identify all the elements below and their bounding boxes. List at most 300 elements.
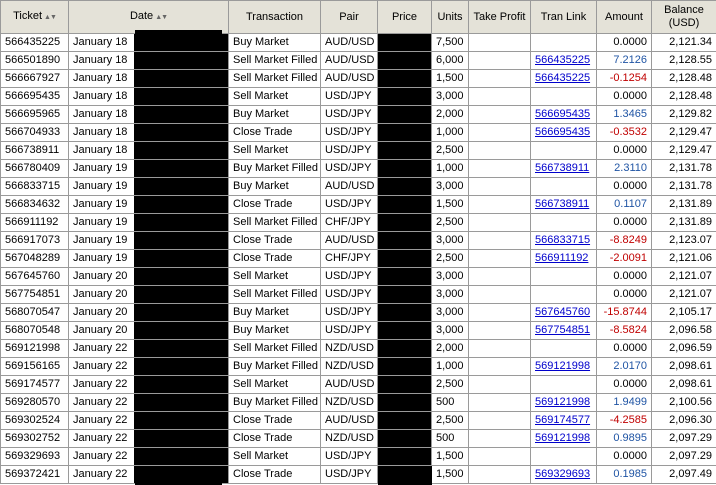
redaction-bar xyxy=(134,286,229,303)
units-cell: 2,500 xyxy=(432,376,469,394)
table-row[interactable] xyxy=(1,322,716,340)
units-cell: 1,500 xyxy=(432,466,469,484)
table-row[interactable] xyxy=(1,34,716,52)
pair-cell: USD/JPY xyxy=(321,88,378,106)
balance-cell: 2,121.06 xyxy=(652,250,716,268)
ticket-cell: 566738911 xyxy=(1,142,69,160)
take-profit-cell xyxy=(469,196,531,214)
date-cell xyxy=(69,376,229,394)
units-cell: 2,000 xyxy=(432,106,469,124)
redaction-bar xyxy=(134,250,229,267)
column-header-label: Amount xyxy=(605,10,643,23)
amount-cell: -15.8744 xyxy=(597,304,652,322)
take-profit-cell xyxy=(469,376,531,394)
date-text: January 18 xyxy=(73,36,128,48)
take-profit-cell xyxy=(469,430,531,448)
date-cell xyxy=(69,358,229,376)
price-cell-redacted xyxy=(378,250,432,268)
tran-link[interactable]: 566695435 xyxy=(535,126,591,138)
take-profit-cell xyxy=(469,70,531,88)
tran-link[interactable]: 566911192 xyxy=(535,252,589,264)
price-cell-redacted xyxy=(378,232,432,250)
pair-cell: AUD/USD xyxy=(321,412,378,430)
date-cell xyxy=(69,430,229,448)
date-cell xyxy=(69,394,229,412)
amount-cell: 0.0000 xyxy=(597,178,652,196)
tran-link-cell xyxy=(531,34,597,52)
price-cell-redacted xyxy=(378,196,432,214)
price-cell-redacted xyxy=(378,430,432,448)
ticket-cell: 566834632 xyxy=(1,196,69,214)
transaction-cell: Sell Market Filled xyxy=(229,286,321,304)
balance-cell: 2,123.07 xyxy=(652,232,716,250)
table-row[interactable] xyxy=(1,376,716,394)
balance-cell: 2,128.48 xyxy=(652,70,716,88)
redaction-bar xyxy=(134,70,229,87)
balance-cell: 2,098.61 xyxy=(652,376,716,394)
ticket-cell: 569302524 xyxy=(1,412,69,430)
tran-link-cell xyxy=(531,250,597,268)
redaction-bar xyxy=(134,304,229,321)
take-profit-cell xyxy=(469,268,531,286)
table-row[interactable] xyxy=(1,178,716,196)
amount-cell: -0.3532 xyxy=(597,124,652,142)
transaction-cell: Buy Market Filled xyxy=(229,358,321,376)
date-cell xyxy=(69,52,229,70)
date-text: January 19 xyxy=(73,252,128,264)
transaction-cell: Close Trade xyxy=(229,124,321,142)
take-profit-cell xyxy=(469,340,531,358)
units-cell: 1,000 xyxy=(432,160,469,178)
price-cell-redacted xyxy=(378,106,432,124)
table-row[interactable] xyxy=(1,214,716,232)
ticket-cell: 567048289 xyxy=(1,250,69,268)
date-cell xyxy=(69,250,229,268)
date-cell xyxy=(69,70,229,88)
price-cell-redacted xyxy=(378,88,432,106)
tran-link[interactable]: 569174577 xyxy=(535,414,591,426)
transaction-cell: Sell Market Filled xyxy=(229,52,321,70)
table-row[interactable] xyxy=(1,52,716,70)
amount-cell: 0.0000 xyxy=(597,340,652,358)
transaction-cell: Buy Market xyxy=(229,322,321,340)
column-header-balance[interactable] xyxy=(652,1,716,34)
amount-cell: -8.5824 xyxy=(597,322,652,340)
balance-cell: 2,131.78 xyxy=(652,160,716,178)
date-cell xyxy=(69,268,229,286)
column-header-label: Balance xyxy=(664,4,704,16)
pair-cell: AUD/USD xyxy=(321,232,378,250)
table-row[interactable] xyxy=(1,412,716,430)
take-profit-cell xyxy=(469,34,531,52)
transaction-cell: Sell Market xyxy=(229,448,321,466)
tran-link-cell xyxy=(531,448,597,466)
date-text: January 20 xyxy=(73,270,128,282)
units-cell: 3,000 xyxy=(432,88,469,106)
date-cell xyxy=(69,412,229,430)
price-cell-redacted xyxy=(378,412,432,430)
balance-cell: 2,097.29 xyxy=(652,430,716,448)
units-cell: 6,000 xyxy=(432,52,469,70)
balance-cell: 2,096.58 xyxy=(652,322,716,340)
price-cell-redacted xyxy=(378,340,432,358)
pair-cell: AUD/USD xyxy=(321,52,378,70)
amount-cell: 0.1107 xyxy=(597,196,652,214)
balance-cell: 2,096.30 xyxy=(652,412,716,430)
column-header-pair[interactable] xyxy=(321,1,378,34)
redaction-bar xyxy=(134,34,229,51)
column-header-label: Ticket xyxy=(13,10,43,22)
date-cell xyxy=(69,196,229,214)
table-row[interactable] xyxy=(1,394,716,412)
ticket-cell: 569174577 xyxy=(1,376,69,394)
amount-cell: 0.0000 xyxy=(597,142,652,160)
pair-cell: USD/JPY xyxy=(321,106,378,124)
price-cell-redacted xyxy=(378,376,432,394)
tran-link-cell xyxy=(531,196,597,214)
price-cell-redacted xyxy=(378,304,432,322)
units-cell: 3,000 xyxy=(432,232,469,250)
date-cell xyxy=(69,142,229,160)
date-text: January 19 xyxy=(73,234,128,246)
transaction-cell: Close Trade xyxy=(229,466,321,484)
table-row[interactable] xyxy=(1,160,716,178)
redaction-bar xyxy=(134,88,229,105)
units-cell: 3,000 xyxy=(432,322,469,340)
column-header-ticket[interactable] xyxy=(1,1,69,34)
take-profit-cell xyxy=(469,250,531,268)
ticket-cell: 569280570 xyxy=(1,394,69,412)
redaction-bar xyxy=(134,268,229,285)
tran-link[interactable]: 566435225 xyxy=(535,72,591,84)
take-profit-cell xyxy=(469,232,531,250)
table-row[interactable] xyxy=(1,106,716,124)
take-profit-cell xyxy=(469,142,531,160)
balance-cell: 2,131.89 xyxy=(652,196,716,214)
column-header-units[interactable] xyxy=(432,1,469,34)
pair-cell: NZD/USD xyxy=(321,358,378,376)
tran-link-cell xyxy=(531,430,597,448)
date-text: January 19 xyxy=(73,198,128,210)
tran-link[interactable]: 566833715 xyxy=(535,234,591,246)
take-profit-cell xyxy=(469,322,531,340)
date-text: January 19 xyxy=(73,162,128,174)
units-cell: 500 xyxy=(432,394,469,412)
date-cell xyxy=(69,160,229,178)
table-row[interactable] xyxy=(1,304,716,322)
units-cell: 3,000 xyxy=(432,178,469,196)
take-profit-cell xyxy=(469,466,531,484)
tran-link-cell xyxy=(531,232,597,250)
pair-cell: USD/JPY xyxy=(321,304,378,322)
balance-cell: 2,131.78 xyxy=(652,178,716,196)
date-text: January 18 xyxy=(73,72,128,84)
date-text: January 22 xyxy=(73,342,128,354)
column-header-date[interactable] xyxy=(69,1,229,34)
pair-cell: AUD/USD xyxy=(321,34,378,52)
price-cell-redacted xyxy=(378,70,432,88)
date-text: January 22 xyxy=(73,450,128,462)
redaction-bar xyxy=(134,142,229,159)
table-header-row xyxy=(1,1,716,34)
tran-link-cell xyxy=(531,340,597,358)
transaction-cell: Buy Market Filled xyxy=(229,394,321,412)
redaction-bar xyxy=(134,394,229,411)
balance-cell: 2,128.55 xyxy=(652,52,716,70)
date-text: January 18 xyxy=(73,90,128,102)
transaction-cell: Close Trade xyxy=(229,232,321,250)
pair-cell: AUD/USD xyxy=(321,70,378,88)
redaction-bar xyxy=(134,52,229,69)
balance-cell: 2,100.56 xyxy=(652,394,716,412)
balance-cell: 2,121.07 xyxy=(652,268,716,286)
price-cell-redacted xyxy=(378,124,432,142)
price-cell-redacted xyxy=(378,286,432,304)
tran-link-cell xyxy=(531,70,597,88)
balance-cell: 2,121.07 xyxy=(652,286,716,304)
table-row[interactable] xyxy=(1,124,716,142)
units-cell: 1,000 xyxy=(432,124,469,142)
take-profit-cell xyxy=(469,394,531,412)
date-cell xyxy=(69,322,229,340)
pair-cell: USD/JPY xyxy=(321,124,378,142)
ticket-cell: 566435225 xyxy=(1,34,69,52)
tran-link-cell xyxy=(531,124,597,142)
sort-arrows-icon[interactable]: ▲▼ xyxy=(155,14,168,21)
transaction-cell: Sell Market Filled xyxy=(229,340,321,358)
transaction-cell: Close Trade xyxy=(229,196,321,214)
table-row[interactable] xyxy=(1,70,716,88)
table-row[interactable] xyxy=(1,430,716,448)
tran-link[interactable]: 566695435 xyxy=(535,108,591,120)
table-row[interactable] xyxy=(1,232,716,250)
tran-link[interactable]: 567645760 xyxy=(535,306,591,318)
amount-cell: -4.2585 xyxy=(597,412,652,430)
ticket-cell: 569329693 xyxy=(1,448,69,466)
table-row[interactable] xyxy=(1,196,716,214)
transaction-cell: Sell Market xyxy=(229,376,321,394)
units-cell: 1,500 xyxy=(432,196,469,214)
ticket-cell: 568070547 xyxy=(1,304,69,322)
transaction-cell: Sell Market Filled xyxy=(229,214,321,232)
table-row[interactable] xyxy=(1,268,716,286)
date-cell xyxy=(69,340,229,358)
date-text: January 19 xyxy=(73,180,128,192)
redaction-bar xyxy=(134,358,229,375)
take-profit-cell xyxy=(469,178,531,196)
ticket-cell: 567645760 xyxy=(1,268,69,286)
transaction-cell: Buy Market Filled xyxy=(229,160,321,178)
amount-cell: 0.0000 xyxy=(597,286,652,304)
balance-cell: 2,121.34 xyxy=(652,34,716,52)
tran-link-cell xyxy=(531,106,597,124)
ticket-cell: 566833715 xyxy=(1,178,69,196)
column-header-amount[interactable] xyxy=(597,1,652,34)
take-profit-cell xyxy=(469,214,531,232)
redaction-bar xyxy=(134,322,229,339)
tran-link-cell xyxy=(531,466,597,484)
tran-link-cell xyxy=(531,142,597,160)
balance-cell: 2,129.47 xyxy=(652,142,716,160)
ticket-cell: 567754851 xyxy=(1,286,69,304)
units-cell: 2,500 xyxy=(432,214,469,232)
tran-link-cell xyxy=(531,358,597,376)
column-header-label: (USD) xyxy=(668,17,700,29)
ticket-cell: 566501890 xyxy=(1,52,69,70)
amount-cell: -0.1254 xyxy=(597,70,652,88)
units-cell: 2,500 xyxy=(432,250,469,268)
table-row[interactable] xyxy=(1,466,716,484)
pair-cell: CHF/JPY xyxy=(321,250,378,268)
redaction-bar xyxy=(135,466,222,485)
tran-link-cell xyxy=(531,394,597,412)
amount-cell: 0.0000 xyxy=(597,268,652,286)
ticket-cell: 566911192 xyxy=(1,214,69,232)
date-cell xyxy=(69,286,229,304)
column-header-price[interactable] xyxy=(378,1,432,34)
tran-link-cell xyxy=(531,88,597,106)
tran-link-cell xyxy=(531,304,597,322)
table-row[interactable] xyxy=(1,250,716,268)
table-row[interactable] xyxy=(1,142,716,160)
amount-cell: -8.8249 xyxy=(597,232,652,250)
ticket-cell: 569302752 xyxy=(1,430,69,448)
pair-cell: NZD/USD xyxy=(321,394,378,412)
take-profit-cell xyxy=(469,412,531,430)
date-text: January 18 xyxy=(73,144,128,156)
transaction-cell: Buy Market xyxy=(229,34,321,52)
balance-cell: 2,098.61 xyxy=(652,358,716,376)
tran-link[interactable]: 569121998 xyxy=(535,396,591,408)
take-profit-cell xyxy=(469,88,531,106)
units-cell: 1,500 xyxy=(432,448,469,466)
pair-cell: USD/JPY xyxy=(321,196,378,214)
tran-link-cell xyxy=(531,214,597,232)
units-cell: 2,000 xyxy=(432,340,469,358)
balance-cell: 2,096.59 xyxy=(652,340,716,358)
tran-link[interactable]: 566738911 xyxy=(535,198,590,210)
pair-cell: USD/JPY xyxy=(321,466,378,484)
pair-cell: USD/JPY xyxy=(321,448,378,466)
redaction-bar xyxy=(134,448,229,465)
units-cell: 3,000 xyxy=(432,304,469,322)
ticket-cell: 566695965 xyxy=(1,106,69,124)
units-cell: 500 xyxy=(432,430,469,448)
amount-cell: 0.0000 xyxy=(597,214,652,232)
tran-link[interactable]: 569121998 xyxy=(535,360,591,372)
sort-arrows-icon[interactable]: ▲▼ xyxy=(44,14,56,21)
table-row[interactable] xyxy=(1,340,716,358)
date-text: January 22 xyxy=(73,468,128,480)
price-cell-redacted xyxy=(378,322,432,340)
take-profit-cell xyxy=(469,358,531,376)
column-header-transaction[interactable] xyxy=(229,1,321,34)
amount-cell: 0.0000 xyxy=(597,88,652,106)
tran-link[interactable]: 569121998 xyxy=(535,432,591,444)
take-profit-cell xyxy=(469,286,531,304)
balance-cell: 2,105.17 xyxy=(652,304,716,322)
ticket-cell: 566695435 xyxy=(1,88,69,106)
table-body xyxy=(1,34,716,484)
ticket-cell: 569156165 xyxy=(1,358,69,376)
date-text: January 19 xyxy=(73,216,128,228)
transaction-cell: Sell Market xyxy=(229,268,321,286)
column-header-label: Price xyxy=(391,10,418,23)
tran-link[interactable]: 566435225 xyxy=(535,54,591,66)
tran-link-cell xyxy=(531,286,597,304)
balance-cell: 2,097.29 xyxy=(652,448,716,466)
table-row[interactable] xyxy=(1,448,716,466)
price-cell-redacted xyxy=(378,142,432,160)
tran-link-cell xyxy=(531,412,597,430)
date-text: January 18 xyxy=(73,126,128,138)
amount-cell: 0.0000 xyxy=(597,34,652,52)
pair-cell: USD/JPY xyxy=(321,322,378,340)
redaction-bar xyxy=(134,160,229,177)
date-cell xyxy=(69,88,229,106)
table-row[interactable] xyxy=(1,88,716,106)
column-header-tran-link[interactable] xyxy=(531,1,597,34)
date-text: January 22 xyxy=(73,432,128,444)
amount-cell: -2.0091 xyxy=(597,250,652,268)
price-cell-redacted xyxy=(378,268,432,286)
redaction-bar xyxy=(134,340,229,357)
date-cell xyxy=(69,232,229,250)
units-cell: 7,500 xyxy=(432,34,469,52)
pair-cell: USD/JPY xyxy=(321,286,378,304)
price-cell-redacted xyxy=(378,448,432,466)
balance-cell: 2,129.82 xyxy=(652,106,716,124)
take-profit-cell xyxy=(469,160,531,178)
ticket-cell: 566667927 xyxy=(1,70,69,88)
redaction-bar xyxy=(134,124,229,141)
pair-cell: USD/JPY xyxy=(321,160,378,178)
date-cell xyxy=(69,304,229,322)
redaction-bar xyxy=(134,430,229,447)
pair-cell: CHF/JPY xyxy=(321,214,378,232)
transaction-cell: Buy Market xyxy=(229,178,321,196)
amount-cell: 7.2126 xyxy=(597,52,652,70)
take-profit-cell xyxy=(469,448,531,466)
ticket-cell: 566917073 xyxy=(1,232,69,250)
amount-cell: 0.0000 xyxy=(597,376,652,394)
table-row[interactable] xyxy=(1,358,716,376)
pair-cell: NZD/USD xyxy=(321,340,378,358)
units-cell: 1,500 xyxy=(432,70,469,88)
transaction-cell: Close Trade xyxy=(229,430,321,448)
table-row[interactable] xyxy=(1,286,716,304)
balance-cell: 2,131.89 xyxy=(652,214,716,232)
date-cell xyxy=(69,34,229,52)
ticket-cell: 569372421 xyxy=(1,466,69,484)
tran-link-cell xyxy=(531,376,597,394)
tran-link-cell xyxy=(531,322,597,340)
date-cell xyxy=(69,106,229,124)
units-cell: 3,000 xyxy=(432,286,469,304)
pair-cell: AUD/USD xyxy=(321,376,378,394)
tran-link[interactable]: 566738911 xyxy=(535,162,590,174)
price-cell-redacted xyxy=(378,52,432,70)
date-text: January 22 xyxy=(73,378,128,390)
price-cell-redacted xyxy=(378,358,432,376)
tran-link[interactable]: 569329693 xyxy=(535,468,591,480)
column-header-label: Tran Link xyxy=(540,10,587,23)
column-header-take-profit[interactable] xyxy=(469,1,531,34)
amount-cell: 1.3465 xyxy=(597,106,652,124)
pair-cell: USD/JPY xyxy=(321,142,378,160)
transaction-cell: Close Trade xyxy=(229,412,321,430)
tran-link[interactable]: 567754851 xyxy=(535,324,591,336)
